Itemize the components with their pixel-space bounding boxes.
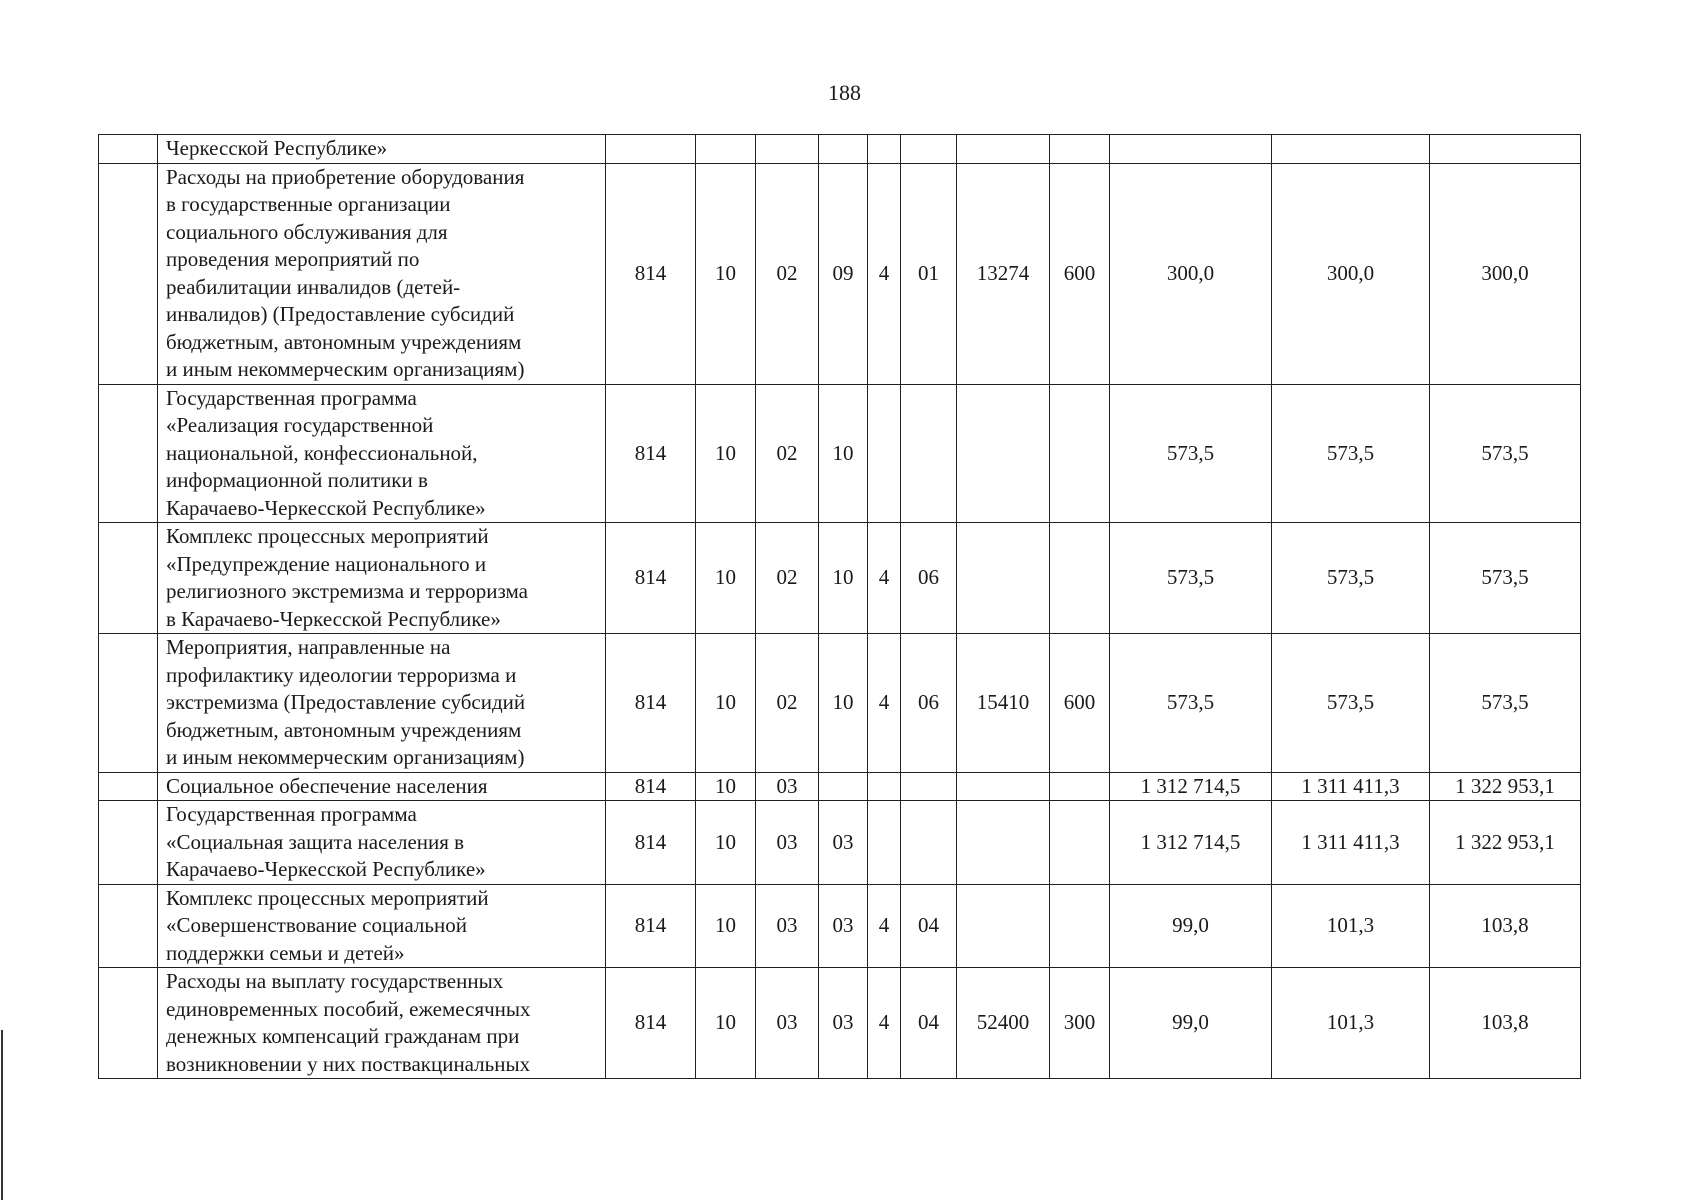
cell-name: Социальное обеспечение населения [158,772,606,801]
cell-y2: 300,0 [1272,163,1430,384]
cell-cs2: 4 [868,523,901,634]
cell-cs2 [868,772,901,801]
cell-rz: 10 [696,634,756,773]
cell-ved: 814 [606,384,696,523]
table-row [99,384,1581,523]
cell-cs3 [901,772,957,801]
cell-y1: 99,0 [1110,968,1272,1079]
cell-pr: 02 [756,523,819,634]
cell-name: Черкесской Республике» [158,135,606,164]
cell-name: Государственная программа «Социальная защита населения в Карачаево-Черкесской Республике» [158,801,606,885]
cell-y2 [1272,135,1430,164]
cell-cs1: 10 [819,384,868,523]
cell-ved: 814 [606,163,696,384]
cell-ved: 814 [606,634,696,773]
cell-rz: 10 [696,384,756,523]
table-row [99,884,1581,968]
cell-cs4 [957,772,1050,801]
cell-y3 [1430,135,1581,164]
cell-cs1 [819,135,868,164]
cell-vr [1050,772,1110,801]
cell-idx [99,163,158,384]
cell-y1: 573,5 [1110,634,1272,773]
cell-cs3 [901,135,957,164]
cell-cs3: 04 [901,884,957,968]
cell-y1: 1 312 714,5 [1110,801,1272,885]
cell-rz: 10 [696,772,756,801]
cell-y3: 573,5 [1430,384,1581,523]
cell-y3: 300,0 [1430,163,1581,384]
cell-cs2: 4 [868,634,901,773]
cell-name: Расходы на приобретение оборудования в государственные организации социального обслуживания для проведения мероприятий по реабилитации инвалидов (детей- инвалидов) (Предоставление субсидий бюджетным, автономным учреждениям и иным некоммерческим организациям) [158,163,606,384]
cell-cs4: 52400 [957,968,1050,1079]
cell-ved: 814 [606,523,696,634]
cell-cs1: 09 [819,163,868,384]
cell-cs4 [957,135,1050,164]
cell-cs1: 10 [819,523,868,634]
cell-vr [1050,801,1110,885]
cell-cs4 [957,801,1050,885]
cell-pr: 02 [756,634,819,773]
cell-cs1: 03 [819,968,868,1079]
cell-pr: 02 [756,163,819,384]
cell-cs3: 06 [901,523,957,634]
cell-y2: 573,5 [1272,384,1430,523]
cell-y3: 573,5 [1430,634,1581,773]
cell-y2: 101,3 [1272,884,1430,968]
cell-name: Мероприятия, направленные на профилактику идеологии терроризма и экстремизма (Предоставление субсидий бюджетным, автономным учреждениям и иным некоммерческим организациям) [158,634,606,773]
cell-cs3: 01 [901,163,957,384]
cell-vr: 600 [1050,163,1110,384]
cell-cs2: 4 [868,884,901,968]
cell-vr [1050,135,1110,164]
cell-y2: 573,5 [1272,523,1430,634]
cell-cs4 [957,523,1050,634]
cell-cs4: 13274 [957,163,1050,384]
cell-name: Государственная программа «Реализация государственной национальной, конфессиональной, информационной политики в Карачаево-Черкесской Республике» [158,384,606,523]
cell-idx [99,135,158,164]
cell-cs1 [819,772,868,801]
scan-edge-mark [1,1030,3,1200]
budget-table [98,134,1581,1079]
cell-pr [756,135,819,164]
cell-idx [99,801,158,885]
cell-vr: 300 [1050,968,1110,1079]
cell-ved: 814 [606,884,696,968]
cell-rz: 10 [696,968,756,1079]
cell-cs2 [868,135,901,164]
cell-y1: 99,0 [1110,884,1272,968]
cell-y3: 103,8 [1430,884,1581,968]
cell-cs1: 03 [819,801,868,885]
cell-cs2: 4 [868,163,901,384]
cell-cs3: 06 [901,634,957,773]
cell-cs1: 10 [819,634,868,773]
cell-idx [99,884,158,968]
cell-idx [99,384,158,523]
cell-cs4 [957,384,1050,523]
cell-y3: 573,5 [1430,523,1581,634]
cell-vr: 600 [1050,634,1110,773]
cell-cs3 [901,384,957,523]
table-row [99,523,1581,634]
cell-pr: 03 [756,884,819,968]
cell-idx [99,523,158,634]
page-number: 188 [828,80,861,105]
cell-y1: 1 312 714,5 [1110,772,1272,801]
cell-ved: 814 [606,772,696,801]
table-row [99,634,1581,773]
table-row [99,135,1581,164]
cell-cs2 [868,384,901,523]
cell-cs2 [868,801,901,885]
cell-y2: 1 311 411,3 [1272,772,1430,801]
cell-vr [1050,523,1110,634]
table-row [99,163,1581,384]
cell-cs4: 15410 [957,634,1050,773]
cell-rz: 10 [696,163,756,384]
cell-ved: 814 [606,801,696,885]
cell-y1: 573,5 [1110,384,1272,523]
cell-cs4 [957,884,1050,968]
cell-ved [606,135,696,164]
cell-y1: 573,5 [1110,523,1272,634]
cell-pr: 02 [756,384,819,523]
table-row [99,772,1581,801]
cell-name: Комплекс процессных мероприятий «Предупреждение национального и религиозного экстремизма и терроризма в Карачаево-Черкесской Республике» [158,523,606,634]
cell-pr: 03 [756,801,819,885]
cell-name: Комплекс процессных мероприятий «Совершенствование социальной поддержки семьи и детей» [158,884,606,968]
cell-y2: 101,3 [1272,968,1430,1079]
cell-name: Расходы на выплату государственных единовременных пособий, ежемесячных денежных компенсаций гражданам при возникновении у них поствакцинальных [158,968,606,1079]
cell-ved: 814 [606,968,696,1079]
cell-rz: 10 [696,801,756,885]
cell-rz: 10 [696,884,756,968]
cell-vr [1050,884,1110,968]
cell-idx [99,968,158,1079]
cell-cs3 [901,801,957,885]
cell-rz [696,135,756,164]
cell-y1: 300,0 [1110,163,1272,384]
cell-y1 [1110,135,1272,164]
cell-cs2: 4 [868,968,901,1079]
cell-pr: 03 [756,772,819,801]
cell-pr: 03 [756,968,819,1079]
cell-rz: 10 [696,523,756,634]
cell-y2: 573,5 [1272,634,1430,773]
cell-vr [1050,384,1110,523]
cell-y2: 1 311 411,3 [1272,801,1430,885]
cell-idx [99,634,158,773]
cell-y3: 103,8 [1430,968,1581,1079]
table-row [99,968,1581,1079]
table-row [99,801,1581,885]
cell-y3: 1 322 953,1 [1430,772,1581,801]
cell-cs1: 03 [819,884,868,968]
cell-cs3: 04 [901,968,957,1079]
cell-y3: 1 322 953,1 [1430,801,1581,885]
cell-idx [99,772,158,801]
